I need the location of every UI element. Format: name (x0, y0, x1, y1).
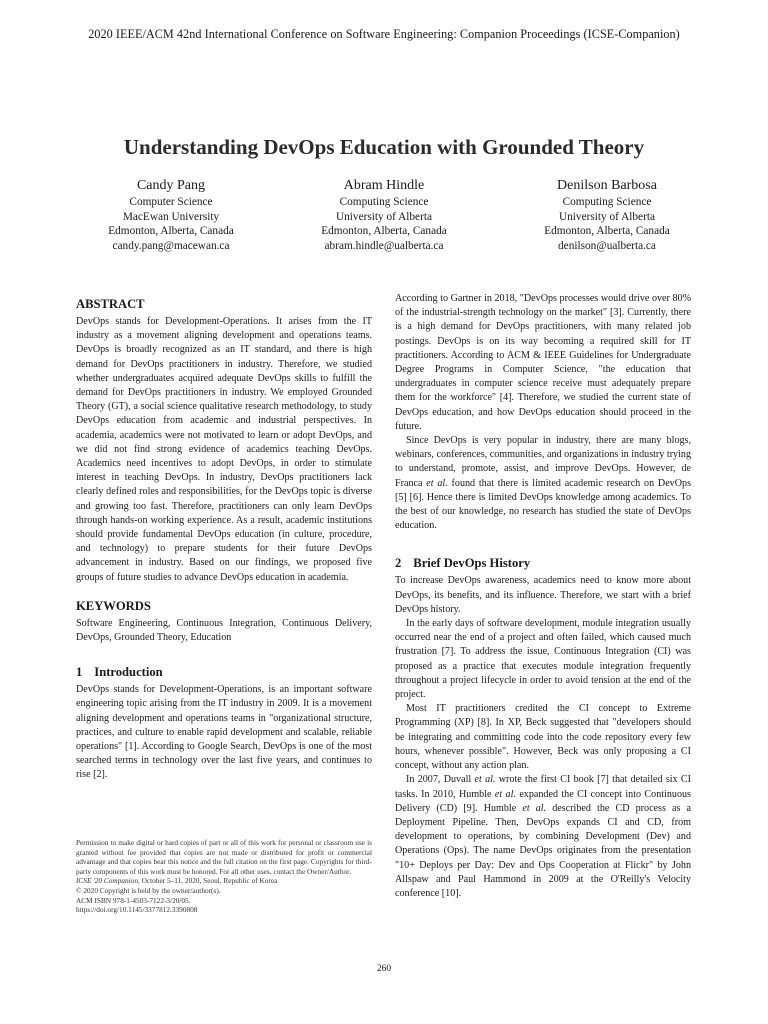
author-institution: MacEwan University (122, 210, 220, 223)
author-block (507, 177, 707, 253)
right-column (395, 292, 691, 901)
section-title: Introduction (94, 665, 163, 680)
paragraph: Since DevOps is very popular in industry, there are many blogs, webinars, conferences, communities, and organizations in industry trying to understand, promote, assist, and improve DevOps. However, de Franca et al. found that there is limited academic research on DevOps [5] [6]. Hence there is limited DevOps knowledge among academics. To the best of our knowledge, no research has studied the state of DevOps education. (395, 435, 691, 532)
author-block (71, 177, 271, 253)
author-institution: University of Alberta (558, 210, 655, 223)
left-column (76, 296, 372, 783)
abstract-text: DevOps stands for Development-Operations. It arises from the IT industry as a movement aligning development and operations teams. DevOps is broadly recognized as an IT standard, and there is high demand for DevOps practitioners in industry. Therefore, we studied whether undergraduates acquired adequate DevOps skills to fulfill the demand for DevOps practitioners in industry. We employed Grounded Theory (GT), a social science qualitative research methodology, to study DevOps education from academic and industrial perspectives. In academia, academics were not motivated to learn or adopt DevOps, and we did not find strong evidence of academics teaching DevOps. Academics need incentives to adopt DevOps, in order to stimulate interest in teaching DevOps. In industry, DevOps practitioners lack clearly defined roles and responsibilities, for the DevOps topic is diverse and growing too fast. Therefore, practitioners can only learn DevOps through hands-on working experience. As a result, academic institutions should provide fundamental DevOps education (in culture, procedure, and technology) to prepare students for their future DevOps advancement in industry. Based on our findings, we proposed five groups of future studies to advance DevOps education in academia. (76, 316, 372, 583)
paragraph: Most IT practitioners credited the CI concept to Extreme Programming (XP) [8]. In XP, Beck suggested that "developers should be integrating and committing code into the code repository every few hours, whenever possible". However, Beck was only proposing a CI concept, without any action plan. (395, 703, 691, 772)
introduction-heading (76, 664, 372, 680)
doi-link[interactable]: https://doi.org/10.1145/3377812.3390808 (76, 905, 198, 915)
author-block (284, 177, 484, 253)
author-email[interactable]: abram.hindle@ualberta.ca (324, 239, 444, 252)
paragraph: According to Gartner in 2018, "DevOps processes would drive over 80% of the industrial-strength technology on the market" [3]. Currently, there is a high demand for DevOps practitioners, with many related job postings. DevOps is on its way becoming a required skill for IT practitioners. According to ACM & IEEE Guidelines for Undergraduate Degree Programs in Computer Science, "the education that undergraduates in computer science receive must adequately prepare them for the workforce" [4]. Therefore, we studied the current state of DevOps education, and how DevOps education should proceed in the future. (395, 293, 691, 432)
author-name: Denilson Barbosa (557, 178, 657, 193)
author-location: Edmonton, Alberta, Canada (321, 225, 447, 238)
author-email[interactable]: denilson@ualberta.ca (558, 239, 656, 252)
introduction-text: DevOps stands for Development-Operations, is an important software engineering topic arising from the IT industry in 2009. It is a movement aligning development and operations teams in "organizational structure, practices, and culture to enable rapid development and scalable, reliable operations" [1]. According to Google Search, DevOps is one of the most searched terms in technology over the last five years, and continues to rise [2]. (76, 684, 372, 781)
permission-notice: Permission to make digital or hard copies of part or all of this work for personal or classroom use is granted without fee provided that copies are not made or distributed for profit or commercial advantage and that copies bear this notice and the full citation on the first page. Copyrights for third-party components of this work must be honored. For all other uses, contact the Owner/Author. (76, 838, 372, 876)
proceedings-header: 2020 IEEE/ACM 42nd International Conference on Software Engineering: Companion Proceedings (ICSE-Companion) (88, 27, 680, 41)
abstract-heading: ABSTRACT (76, 297, 145, 311)
paragraph: In 2007, Duvall et al. wrote the first CI book [7] that detailed six CI tasks. In 2010, Humble et al. expanded the CI concept into Continuous Delivery (CD) [9]. Humble et al. described the CD process as a Deployment Pipeline. Then, DevOps expands CI and CD, from development to operations, by combining Development (Dev) and Operations (Ops). The name DevOps originates from the presentation "10+ Deploys per Day: Dev and Ops Cooperation at Flickr" by John Allspaw and Paul Hammond in 2009 at the O'Reilly's Velocity conference [10]. (395, 774, 692, 899)
history-heading (395, 555, 691, 571)
author-location: Edmonton, Alberta, Canada (108, 225, 234, 238)
copyright-line: © 2020 Copyright is held by the owner/author(s). (76, 885, 221, 895)
section-title: Brief DevOps History (413, 556, 531, 571)
section-number: 1 (76, 665, 83, 680)
author-location: Edmonton, Alberta, Canada (544, 225, 670, 238)
conference-venue: ICSE '20 Companion, (76, 876, 140, 886)
paper-title: Understanding DevOps Education with Grounded Theory (123, 135, 645, 159)
author-department: Computer Science (129, 196, 213, 208)
author-name: Abram Hindle (343, 178, 425, 193)
author-institution: University of Alberta (335, 210, 432, 223)
isbn-line: ACM ISBN 978-1-4503-7122-3/20/05. (76, 895, 191, 905)
conference-line (76, 876, 372, 886)
page-number: 260 (376, 964, 392, 974)
author-department: Computing Science (562, 196, 652, 208)
section-number: 2 (395, 556, 402, 571)
author-email[interactable]: candy.pang@macewan.ca (112, 239, 230, 252)
paragraph: To increase DevOps awareness, academics need to know more about DevOps, its benefits, and its influence. Therefore, we start with a brief DevOps history. (395, 575, 691, 615)
author-name: Candy Pang (136, 178, 206, 193)
copyright-footnote (76, 838, 372, 915)
conference-dates: October 5–11, 2020, Seoul, Republic of Korea (139, 876, 278, 886)
keywords-text: Software Engineering, Continuous Integration, Continuous Delivery, DevOps, Grounded Theory, Education (76, 617, 372, 644)
author-department: Computing Science (339, 196, 429, 208)
paragraph: In the early days of software development, module integration usually occurred near the end of a project and often failed, which caused much frustration [7]. To address the issue, Continuous Integration (CI) was proposed as a practice that executes module integration frequently throughout a project lifecycle in order to avoid tension at the end of the project. (395, 618, 691, 701)
keywords-heading: KEYWORDS (76, 598, 151, 613)
